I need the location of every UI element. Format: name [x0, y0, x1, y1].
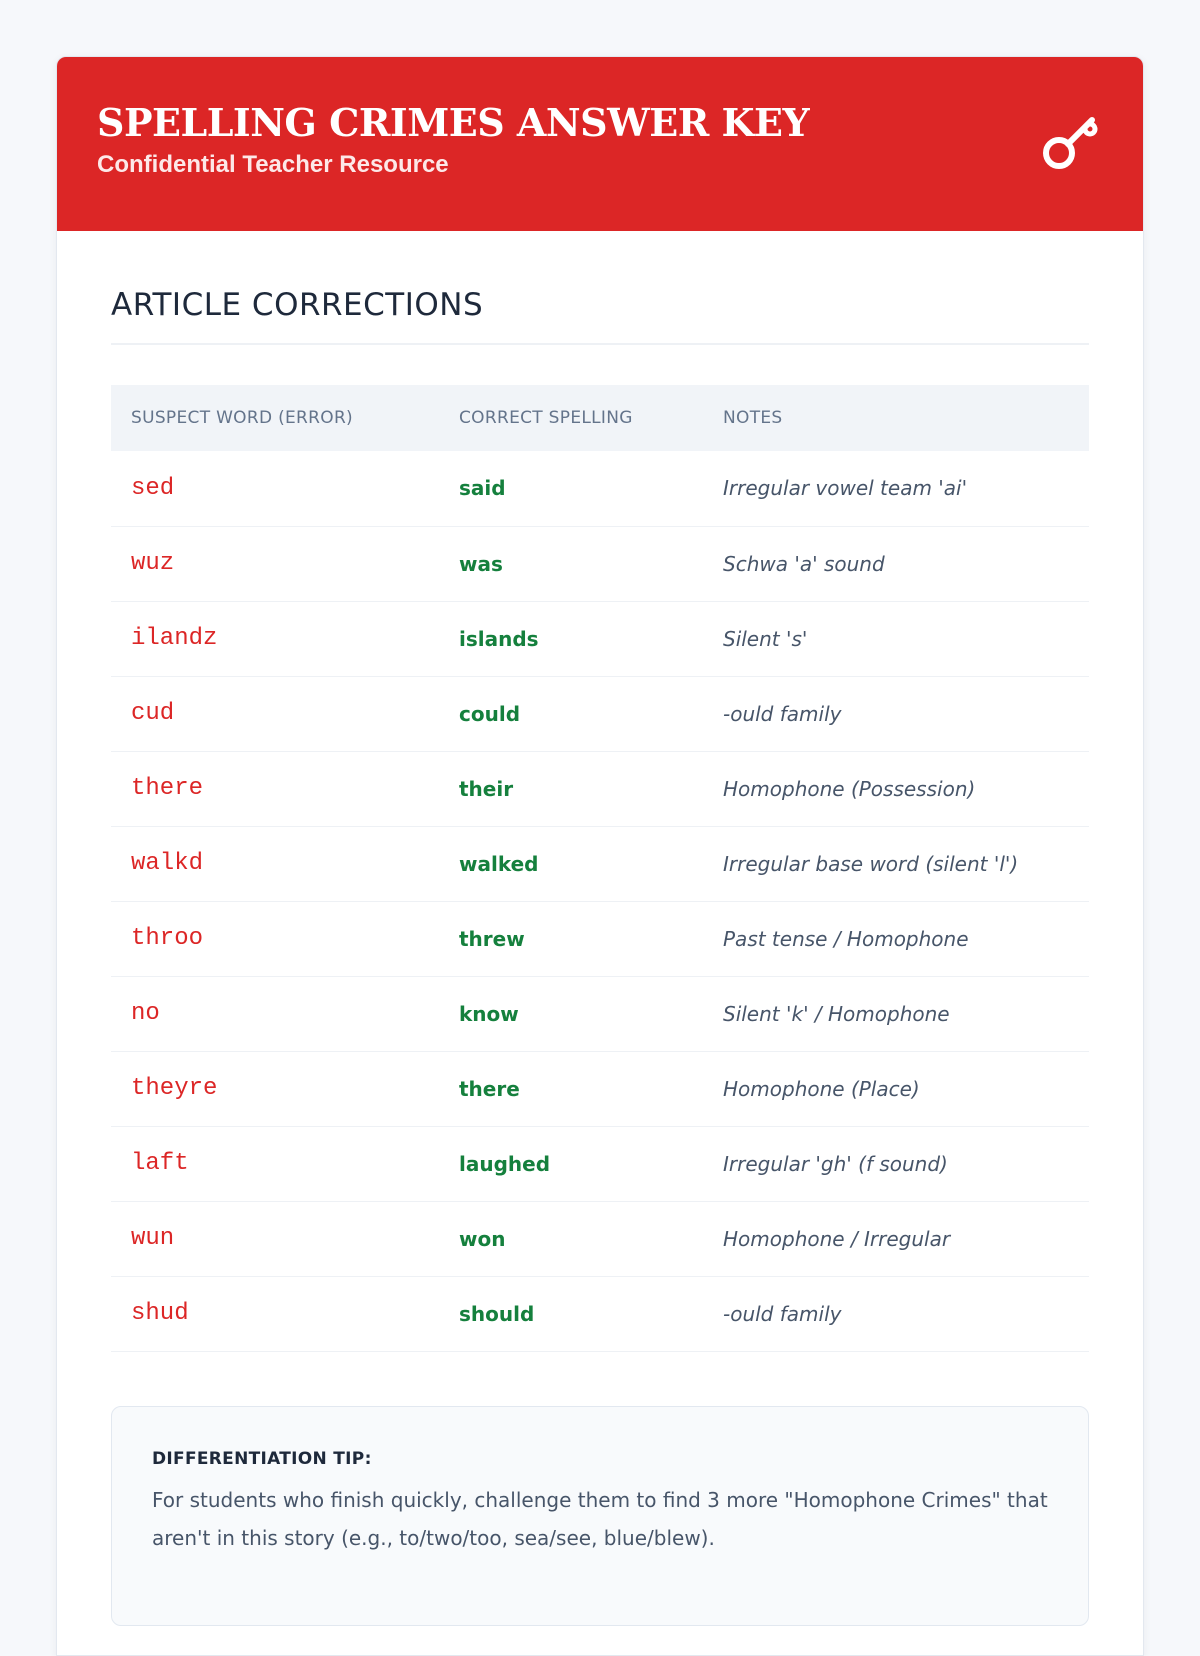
note-text: Silent 's': [703, 601, 1089, 676]
error-word: shud: [111, 1276, 439, 1351]
correct-word: said: [439, 451, 703, 526]
key-icon: [1039, 109, 1103, 173]
note-text: Irregular base word (silent 'l'): [703, 826, 1089, 901]
note-text: -ould family: [703, 1276, 1089, 1351]
table-row: [111, 826, 1089, 901]
error-word: theyre: [111, 1051, 439, 1126]
differentiation-tip-box: [111, 1406, 1089, 1626]
table-row: [111, 451, 1089, 526]
note-text: Past tense / Homophone: [703, 901, 1089, 976]
note-text: -ould family: [703, 676, 1089, 751]
page-subtitle: Confidential Teacher Resource: [97, 151, 449, 178]
note-text: Homophone / Irregular: [703, 1201, 1089, 1276]
error-word: wun: [111, 1201, 439, 1276]
correct-word: won: [439, 1201, 703, 1276]
table-row: [111, 976, 1089, 1051]
section-title: ARTICLE CORRECTIONS: [111, 287, 1089, 345]
table-row: [111, 1201, 1089, 1276]
table-row: [111, 1276, 1089, 1351]
table-row: [111, 1126, 1089, 1201]
error-word: walkd: [111, 826, 439, 901]
header-banner: [57, 57, 1143, 231]
correct-word: know: [439, 976, 703, 1051]
error-word: ilandz: [111, 601, 439, 676]
correct-word: should: [439, 1276, 703, 1351]
error-word: there: [111, 751, 439, 826]
table-row: [111, 601, 1089, 676]
error-word: wuz: [111, 526, 439, 601]
error-word: cud: [111, 676, 439, 751]
note-text: Irregular vowel team 'ai': [703, 451, 1089, 526]
table-body: [111, 451, 1089, 1351]
error-word: throo: [111, 901, 439, 976]
correct-word: walked: [439, 826, 703, 901]
table-row: [111, 676, 1089, 751]
table-row: [111, 1051, 1089, 1126]
answer-key-card: [56, 56, 1144, 1656]
correct-word: there: [439, 1051, 703, 1126]
correct-word: their: [439, 751, 703, 826]
column-header-notes: NOTES: [723, 408, 783, 428]
page-title: SPELLING CRIMES ANSWER KEY: [97, 100, 810, 145]
note-text: Homophone (Place): [703, 1051, 1089, 1126]
content-area: [57, 231, 1143, 1626]
correct-word: islands: [439, 601, 703, 676]
error-word: laft: [111, 1126, 439, 1201]
table-row: [111, 901, 1089, 976]
note-text: Schwa 'a' sound: [703, 526, 1089, 601]
correct-word: was: [439, 526, 703, 601]
note-text: Silent 'k' / Homophone: [703, 976, 1089, 1051]
note-text: Irregular 'gh' (f sound): [703, 1126, 1089, 1201]
corrections-table: [111, 385, 1089, 1352]
tip-title: DIFFERENTIATION TIP:: [152, 1448, 372, 1469]
error-word: no: [111, 976, 439, 1051]
table-header: [111, 385, 1089, 451]
table-header-row: [111, 385, 1089, 451]
correct-word: threw: [439, 901, 703, 976]
tip-text: For students who finish quickly, challenge them to find 3 more "Homophone Crimes" that aren't in this story (e.g., to/two/too, sea/see, blue/blew).: [152, 1487, 1048, 1550]
note-text: Homophone (Possession): [703, 751, 1089, 826]
correct-word: could: [439, 676, 703, 751]
table-row: [111, 526, 1089, 601]
column-header-correct: CORRECT SPELLING: [459, 408, 633, 428]
table-row: [111, 751, 1089, 826]
column-header-error: SUSPECT WORD (ERROR): [131, 408, 353, 428]
error-word: sed: [111, 451, 439, 526]
correct-word: laughed: [439, 1126, 703, 1201]
